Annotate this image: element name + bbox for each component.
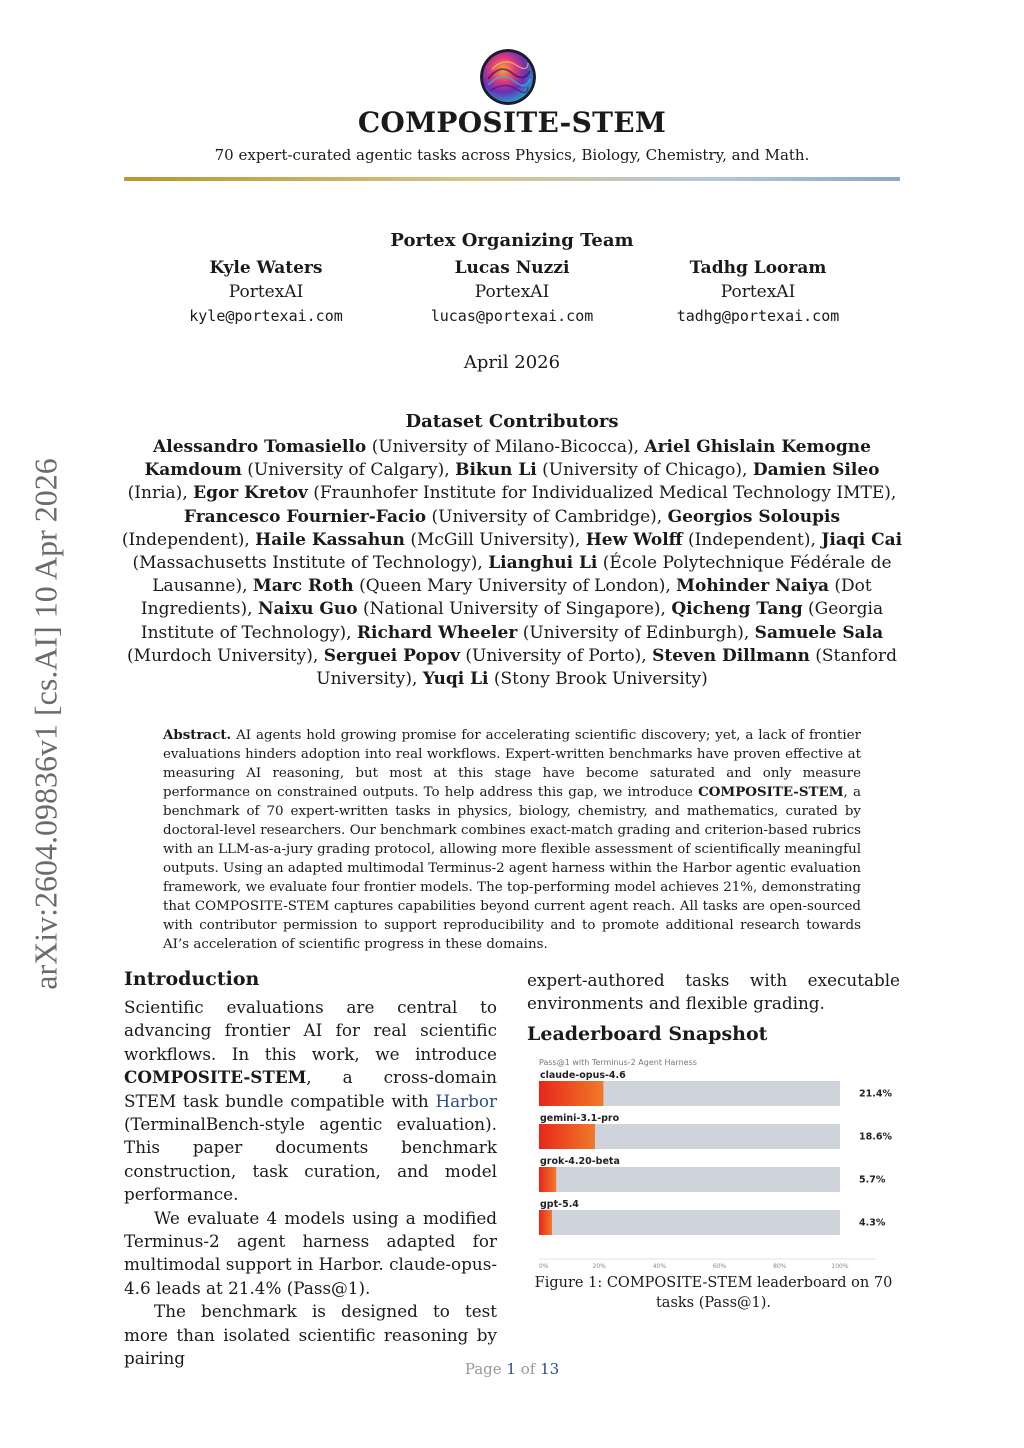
x-tick-label: 100% [831,1263,849,1270]
publication-date: April 2026 [463,352,561,373]
contributor [184,507,657,527]
leaderboard-chart [531,1052,901,1274]
bar [539,1210,552,1235]
harbor-link[interactable]: Harbor [435,1090,497,1111]
title-divider [124,177,900,181]
contributor [258,599,661,619]
total-pages-link[interactable]: 13 [540,1360,560,1378]
contributor-affiliation: (Dot Ingredients) [140,576,872,620]
paragraph: We evaluate 4 models using a modified Terminus-2 agent harness adapted for multimodal support in Harbor. claude-opus-4.6 leads at 21.4% (Pass@1). [124,1207,497,1298]
bar [539,1124,595,1149]
contributor-name: Georgios Soloupis [667,506,841,527]
contributor [423,669,708,689]
contributor-name: Francesco Fournier-Facio [183,506,427,527]
contributor-name: Jiaqi Cai [821,529,903,550]
bar-category-label: gemini-3.1-pro [540,1113,620,1124]
bar-value-label: 18.6% [859,1131,892,1143]
author-affiliation: PortexAI [474,282,550,302]
contributor-name: Marc Roth [252,576,354,597]
author-block [628,256,888,328]
contributor [153,437,634,457]
contributor-affiliation: (Independent) [121,529,245,550]
contributor-name: Qicheng Tang [671,599,803,620]
paragraph-continued: expert-authored tasks with executable environments and flexible grading. [527,970,900,1014]
bar-category-label: grok-4.20-beta [540,1156,620,1167]
paragraph: Scientific evaluations are central to advancing frontier AI for real scientific workflows. In this work, we introduce COMPOSITE-STEM, a cross-domain STEM task bundle compatible with Harbor (TerminalBench-style agentic evaluation). This paper documents benchmark construction, task curation, and model performance. [124,997,497,1205]
introduction-body [124,996,497,1371]
bar-value-label: 4.3% [859,1217,886,1229]
contributor-affiliation: (University of Calgary) [247,460,445,481]
x-tick-label: 40% [652,1263,667,1270]
contributors-heading: Dataset Contributors [405,411,619,432]
contributor-affiliation: (École Polytechnique Fédérale de Lausanne) [152,553,892,597]
introduction-heading: Introduction [124,968,260,990]
contributor [255,530,575,550]
chart-title: Pass@1 with Terminus-2 Agent Harness [539,1058,697,1067]
contributor-name: Yuqi Li [422,669,489,690]
contributor [253,576,665,596]
contributor-affiliation: (University of Cambridge) [431,506,657,527]
x-tick-label: 20% [592,1263,606,1270]
bar [539,1081,603,1106]
author-name: Kyle Waters [209,258,323,278]
contributors-list: Alessandro Tomasiello (University of Milano-Bicocca), Ariel Ghislain Kemogne Kamdoum (University of Calgary), Bikun Li (University of Chicago), Damien Sileo (Inria), Egor Kretov (Fraunhofer Institute for Individualized Medical Technology IMTE), Francesco Fournier-Facio (University of Cambridge), Georgios Soloupis (Independent), Haile Kassahun (McGill University), Hew Wolff (Independent), Jiaqi Cai (Massachusetts Institute of Technology), Lianghui Li (École Polytechnique Fédérale de Lausanne), Marc Roth (Queen Mary University of London), Mohinder Naiya (Dot Ingredients), Naixu Guo (National University of Singapore), Qicheng Tang (Georgia Institute of Technology), Richard Wheeler (University of Edinburgh), Samuele Sala (Murdoch University), Serguei Popov (University of Porto), Steven Dillmann (Stanford University), Yuqi Li (Stony Brook University) [121,437,903,690]
paper-subtitle: 70 expert-curated agentic tasks across Physics, Biology, Chemistry, and Math. [214,146,810,164]
contributor-name: Damien Sileo [752,460,880,481]
contributor-name: Serguei Popov [323,645,460,666]
contributor-name: Lianghui Li [488,553,598,574]
x-tick-label: 80% [773,1263,787,1270]
contributor [193,483,891,503]
contributor-affiliation: (University of Chicago) [542,460,743,481]
contributor-name: Alessandro Tomasiello [153,437,367,457]
contributor-affiliation: (University of Milano-Bicocca) [371,437,634,457]
author-affiliation: PortexAI [720,282,796,302]
author-name: Tadhg Looram [689,258,827,278]
abstract-text: , a benchmark of 70 expert-written tasks in physics, biology, chemistry, and mathematics, curated by doctoral-level researchers. Our benchmark combines exact-match grading and criterion-based rubrics with an LLM-as-a-jury grading protocol, allowing more flexible assessment of scientifically meaningful outputs. Using an adapted multimodal Terminus-2 agent harness within the Harbor agentic evaluation framework, we evaluate four frontier models. The top-performing model achieves 21%, demonstrating that COMPOSITE-STEM captures capabilities beyond current agent reach. All tasks are open-sourced with contributor permission to support reproducibility and to promote additional research towards AI’s acceleration of scientific progress in these domains. [163,785,861,952]
current-page-link[interactable]: 1 [506,1360,516,1378]
contributor-name: Naixu Guo [257,599,358,620]
contributor [586,530,811,550]
figure-caption: Figure 1: COMPOSITE-STEM leaderboard on 70 tasks (Pass@1). [534,1275,893,1311]
contributor-name: Egor Kretov [193,483,308,504]
abstract [163,726,861,954]
bar-category-label: gpt-5.4 [540,1199,579,1210]
author-email[interactable]: kyle@portexai.com [189,307,343,325]
author-email[interactable]: lucas@portexai.com [430,307,594,325]
contributor-affiliation: (Massachusetts Institute of Technology) [132,553,478,574]
paragraph: The benchmark is designed to test more than isolated scientific reasoning by pairing [124,1301,497,1369]
contributor-affiliation: (Independent) [688,529,811,550]
composite-stem-logo-icon [480,49,536,105]
leaderboard-heading: Leaderboard Snapshot [527,1023,768,1045]
bar-value-label: 5.7% [859,1174,886,1186]
contributor-affiliation: (National University of Singapore) [363,599,661,620]
contributor [357,623,744,643]
abstract-text: AI agents hold growing promise for accelerating scientific discovery; yet, a lack of frontier evaluations hinders adoption into real workflows. Expert-written benchmarks have proven effective at measuring AI reasoning, but most at this stage have become saturated and only measure performance on constrained outputs. To help address this gap, we introduce [163,728,861,800]
x-tick-label: 0% [539,1263,549,1270]
contributor-affiliation: (Stony Brook University) [493,669,708,690]
contributor-affiliation: (Inria) [127,483,183,504]
contributor-name: Haile Kassahun [255,529,405,550]
contributor-name: Bikun Li [455,460,537,481]
author-email[interactable]: tadhg@portexai.com [676,307,840,325]
page-number: Page 1 of 13 [464,1360,560,1378]
contributor-affiliation: (Stanford University) [316,645,897,690]
contributor-name: Ariel Ghislain Kemogne Kamdoum [144,437,871,481]
contributor [455,460,742,480]
organizing-team-heading: Portex Organizing Team [390,230,634,251]
contributor-affiliation: (Fraunhofer Institute for Individualized Medical Technology IMTE) [313,483,891,504]
contributor-name: Mohinder Naiya [676,576,829,597]
contributor-name: Richard Wheeler [356,622,518,643]
bar-track [539,1210,840,1235]
author-block [136,256,396,328]
contributor-affiliation: (University of Edinburgh) [522,622,744,643]
author-name: Lucas Nuzzi [454,258,570,278]
abstract-label: Abstract. [163,727,232,743]
contributor-affiliation: (McGill University) [410,529,575,550]
contributor-name: Hew Wolff [585,529,683,550]
bar-category-label: claude-opus-4.6 [540,1070,626,1081]
arxiv-identifier: arXiv:2604.09836v1 [cs.AI] 10 Apr 2026 [27,458,64,990]
benchmark-name: COMPOSITE-STEM [124,1067,307,1088]
bar-value-label: 21.4% [859,1088,892,1100]
contributor [324,646,642,666]
abstract-benchmark-name: COMPOSITE-STEM [698,784,844,800]
contributor-affiliation: (University of Porto) [465,645,642,666]
bar [539,1167,556,1192]
bar-track [539,1167,840,1192]
contributor-affiliation: (Queen Mary University of London) [359,576,666,597]
contributor-affiliation: (Georgia Institute of Technology) [140,599,884,643]
contributor-name: Steven Dillmann [652,645,810,666]
paper-title: COMPOSITE-STEM [357,106,667,139]
contributor-name: Samuele Sala [754,622,884,643]
author-block [382,256,642,328]
contributor-affiliation: (Murdoch University) [127,645,313,666]
author-affiliation: PortexAI [228,282,304,302]
x-tick-label: 60% [712,1263,727,1270]
